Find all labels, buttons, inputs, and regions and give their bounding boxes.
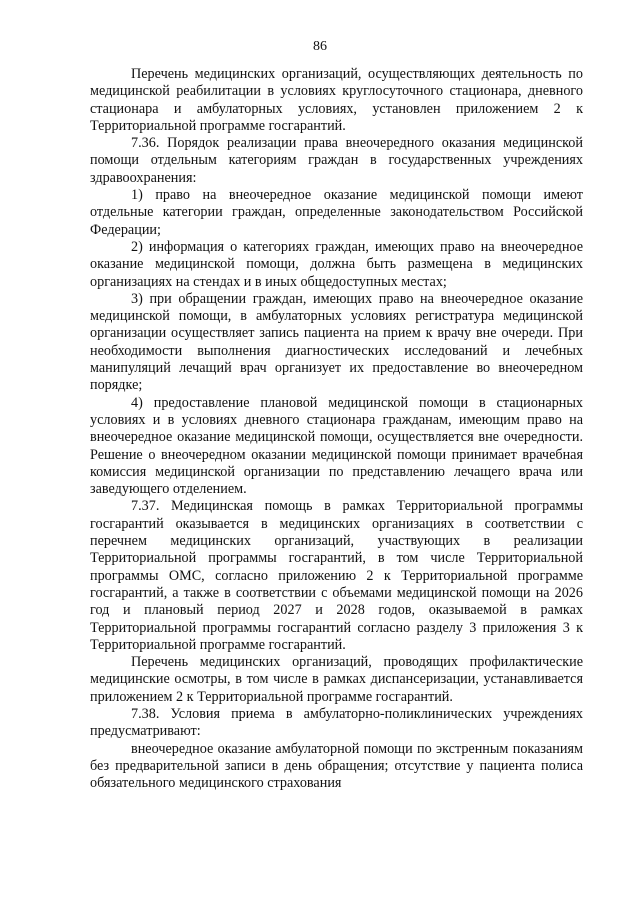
paragraph-preventive-exams: Перечень медицинских организаций, проводящих профилактические медицинские осмотры, в том числе в рамках диспансеризации, устанавливается приложением 2 к Территориальной программе госгарантий. <box>90 654 583 705</box>
paragraph-7-38-emergency: внеочередное оказание амбулаторной помощи по экстренным показаниям без предварительной записи в день обращения; отсутствие у пациента полиса обязательного медицинского страхования <box>90 740 583 792</box>
paragraph-7-37: 7.37. Медицинская помощь в рамках Территориальной программы госгарантий оказывается в медицинских организациях в соответствии с перечнем медицинских организаций, участвующих в реализации Территориальной программы госгарантий, в том числе Территориальной программы ОМС, согласно приложению 2 к Территориальной программе госгарантий, а также в соответствии с объемами медицинской помощи на 2026 год и плановый период 2027 и 2028 годов, оказываемой в рамках Территориальной программы госгарантий согласно разделу 3 приложения 3 к Территориальной программе госгарантий. <box>90 498 583 653</box>
page-number: 86 <box>313 39 327 54</box>
paragraph-7-36-item-2: 2) информация о категориях граждан, имеющих право на внеочередное оказание медицинской помощи, должна быть размещена в медицинских организациях на стендах и в иных общедоступных местах; <box>90 238 583 290</box>
paragraph-7-36-item-1: 1) право на внеочередное оказание медицинской помощи имеют отдельные категории граждан, определенные законодательством Российской Федерации; <box>90 187 583 238</box>
paragraph-7-36-item-3: 3) при обращении граждан, имеющих право на внеочередное оказание медицинской помощи, в амбулаторных условиях регистратура медицинской организации осуществляет запись пациента на прием к врачу вне очереди. При необходимости выполнения диагностических исследований и лечебных манипуляций лечащий врач организует их предоставление во внеочередном порядке; <box>90 290 583 394</box>
paragraph-7-36-item-4: 4) предоставление плановой медицинской помощи в стационарных условиях и в условиях дневного стационара гражданам, имеющим право на внеочередное оказание медицинской помощи, осуществляется вне очередности. Решение о внеочередном оказании медицинской помощи принимает врачебная комиссия медицинской организации по представлению лечащего врача или заведующего отделением. <box>90 394 583 498</box>
document-body <box>90 66 583 792</box>
paragraph-rehab-organizations: Перечень медицинских организаций, осуществляющих деятельность по медицинской реабилитации в условиях круглосуточного стационара, дневного стационара и амбулаторных условиях, установлен приложением 2 к Территориальной программе госгарантий. <box>90 66 583 134</box>
paragraph-7-38-heading: 7.38. Условия приема в амбулаторно-поликлинических учреждениях предусматривают: <box>90 705 583 740</box>
paragraph-7-36-heading: 7.36. Порядок реализации права внеочередного оказания медицинской помощи отдельным категориям граждан в государственных учреждениях здравоохранения: <box>90 135 583 186</box>
